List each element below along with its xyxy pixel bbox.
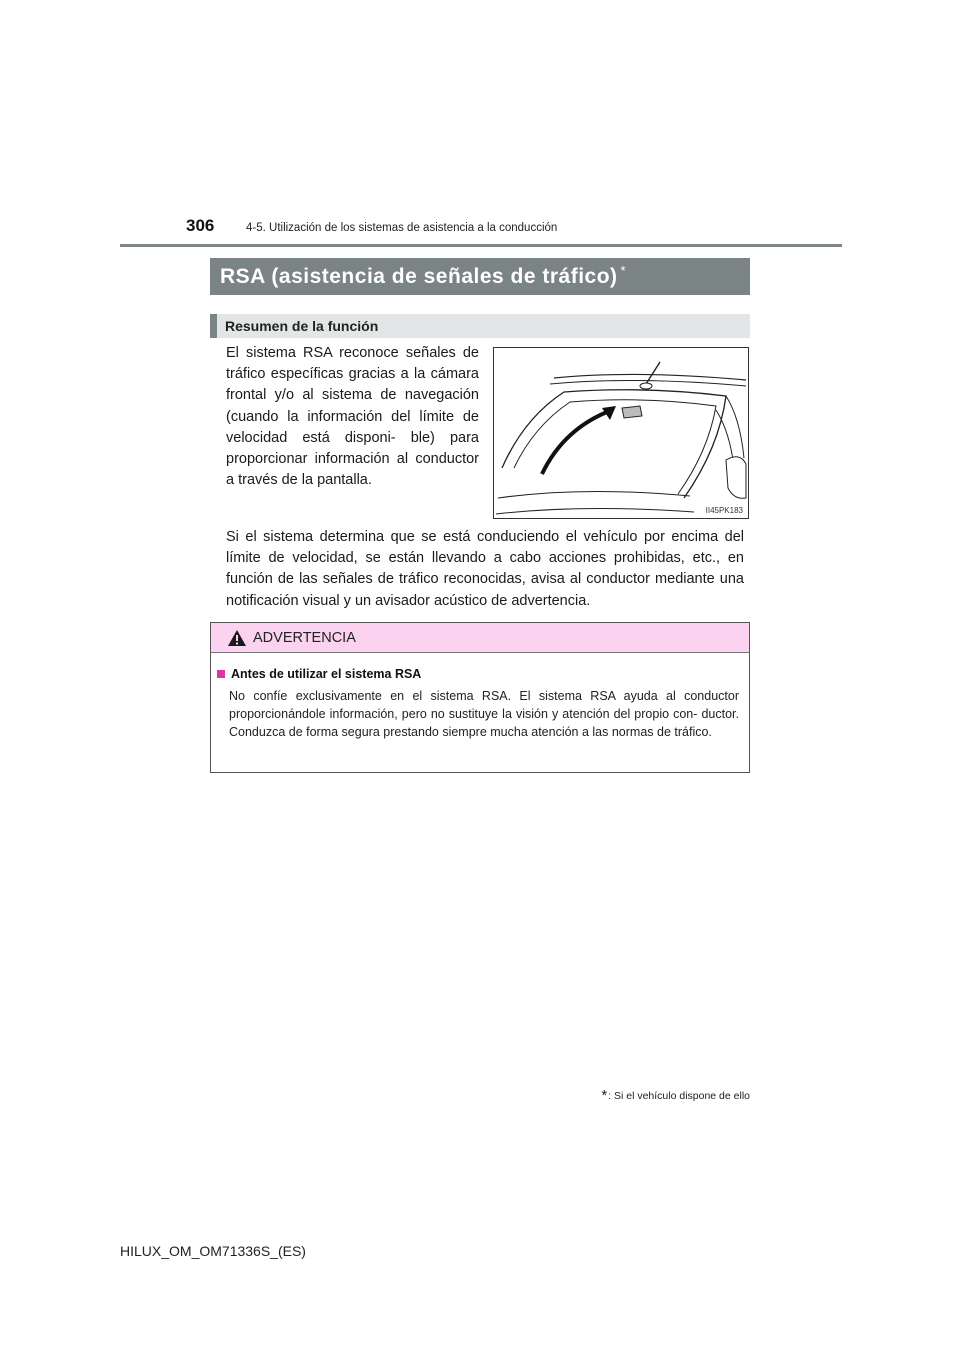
- body-paragraph: Si el sistema determina que se está conduciendo el vehículo por encima del límite de velocidad, se están llevando a cabo acciones prohibidas, etc., en función de las señales de tráfico reconocidas, avisa al conductor mediante una notificación visual y un avisador acústico de advertencia.: [226, 529, 744, 609]
- warning-title-text: Antes de utilizar el sistema RSA: [231, 667, 422, 681]
- intro-paragraph: El sistema RSA reconoce señales de tráfico específicas gracias a la cámara frontal y/o al sistema de navegación (cuando la información del límite de velocidad está disponi- ble) para proporcionar información al conductor a través de la pantalla.: [226, 345, 479, 489]
- page-number: 306: [186, 216, 215, 235]
- footnote: [601, 1087, 750, 1104]
- page-title-text: RSA (asistencia de señales de tráfico): [220, 264, 618, 288]
- warning-text: No confíe exclusivamente en el sistema RSA. El sistema RSA ayuda al conductor proporcionándole información, pero no sustituye la visión y atención del propio con- ductor. Conduzca de forma segura prestando siempre mucha atención a las normas de tráfico.: [229, 689, 739, 739]
- windshield-illustration: [494, 348, 748, 518]
- warning-box: [210, 622, 750, 773]
- warning-label: ADVERTENCIA: [253, 629, 356, 646]
- subsection-header: [210, 314, 750, 338]
- page-title: [210, 258, 750, 295]
- warning-title: [217, 667, 421, 681]
- warning-triangle-icon: [227, 629, 247, 647]
- footnote-mark: *: [620, 263, 627, 278]
- section-header: 4-5. Utilización de los sistemas de asistencia a la conducción: [246, 222, 558, 234]
- subsection-title: Resumen de la función: [225, 318, 379, 334]
- document-code: HILUX_OM_OM71336S_(ES): [120, 1243, 306, 1259]
- windshield-camera-figure: [493, 347, 749, 519]
- header-divider: [120, 244, 842, 247]
- asterisk-icon: *: [601, 1087, 608, 1104]
- footnote-text: : Si el vehículo dispone de ello: [608, 1089, 750, 1102]
- figure-code: II45PK183: [705, 506, 743, 515]
- square-bullet-icon: [217, 670, 225, 678]
- warning-header: [211, 623, 749, 653]
